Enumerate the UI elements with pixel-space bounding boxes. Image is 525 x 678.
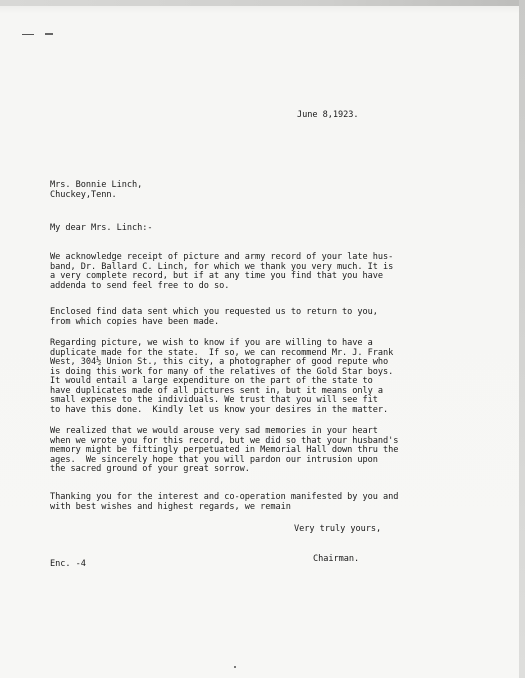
text-line: We acknowledge receipt of picture and army record of your late hus- — [50, 252, 394, 262]
scan-mark — [22, 34, 34, 35]
paragraph-enclosed-data — [50, 308, 378, 327]
scan-speck — [234, 666, 236, 668]
text-line: with best wishes and highest regards, we remain — [50, 501, 291, 512]
scan-right-edge — [519, 0, 525, 678]
recipient-address — [50, 181, 142, 200]
text-line: from which copies have been made. — [50, 316, 220, 327]
text-line: Regarding picture, we wish to know if you are willing to have a — [50, 338, 373, 348]
text-line: small expense to the individuals. We trust that you will see fit — [50, 395, 378, 405]
text-line: the sacred ground of your great sorrow. — [50, 464, 250, 474]
paragraph-picture — [50, 339, 393, 415]
text-line: band, Dr. Ballard C. Linch, for which we thank you very much. It is — [50, 261, 394, 272]
text-line: addenda to send feel free to do so. — [50, 280, 230, 291]
text-line: when we wrote you for this record, but we did so that your husband's — [50, 435, 399, 446]
enclosure-note: Enc. -4 — [50, 559, 86, 569]
letter-date: June 8,1923. — [297, 110, 359, 120]
scan-top-edge — [0, 0, 525, 6]
text-line: Thanking you for the interest and co-operation manifested by you and — [50, 492, 399, 502]
paragraph-memories — [50, 427, 398, 475]
text-line: West, 304½ Union St., this city, a photographer of good repute who — [50, 357, 389, 367]
salutation: My dear Mrs. Linch:- — [50, 223, 153, 233]
text-line: is doing this work for many of the relatives of the Gold Star boys. — [50, 366, 394, 377]
recipient-name: Mrs. Bonnie Linch, — [50, 180, 143, 190]
recipient-location: Chuckey,Tenn. — [50, 189, 117, 200]
paragraph-thanks — [50, 493, 398, 512]
text-line: We realized that we would arouse very sad memories in your heart — [50, 426, 378, 436]
text-line: It would entail a large expenditure on the part of the state to — [50, 376, 373, 386]
text-line: a very complete record, but if at any time you find that you have — [50, 271, 384, 281]
text-line: to have this done. Kindly let us know your desires in the matter. — [50, 404, 389, 415]
closing: Very truly yours, — [294, 524, 382, 534]
text-line: have duplicates made of all pictures sent in, but it means only a — [50, 385, 384, 396]
text-line: memory might be fittingly perpetuated in Memorial Hall down thru the — [50, 445, 399, 455]
text-line: Enclosed find data sent which you requested us to return to you, — [50, 307, 378, 317]
scan-mark — [45, 33, 53, 35]
paragraph-acknowledgement — [50, 253, 393, 291]
signature-title: Chairman. — [313, 554, 360, 564]
text-line: ages. We sincerely hope that you will pardon our intrusion upon — [50, 454, 378, 465]
text-line: duplicate made for the state. If so, we can recommend Mr. J. Frank — [50, 347, 394, 358]
